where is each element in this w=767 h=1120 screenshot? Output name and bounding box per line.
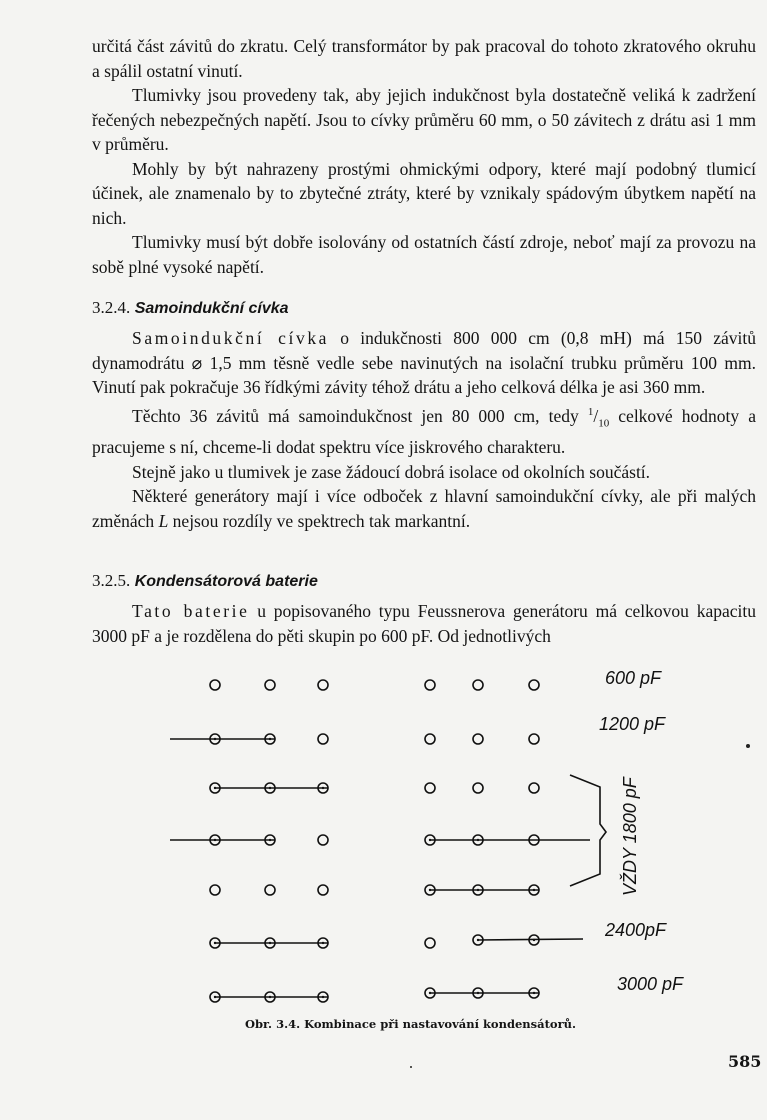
paragraph-text: celkové hodnoty a pracujeme s ní, chceme-li dodat spektru více jiskrového charakteru. [92,405,756,458]
section-number: 3.2.4. [92,298,131,317]
section-title: Kondensátorová baterie [134,573,318,590]
terminal [425,734,435,744]
paragraph-text: Těchto 36 závitů má samoindukčnost jen 80 000 cm, tedy [132,405,588,426]
paragraph: Těchto 36 závitů má samoindukčnost jen 80 000 cm, tedy $^1/_{10}$ celkové hodnoty a pracujeme s ní, chceme-li dodat spektru více jiskrového charakteru. [92,405,756,458]
figure-caption: Obr. 3.4. Kombinace při nastavování kondensátorů. [245,1017,577,1031]
paragraph-text: Některé generátory mají i více odboček z hlavní samoindukční cívky, ale při malých změnách [92,486,756,531]
terminal [318,734,328,744]
terminal [425,680,435,690]
terminal [473,734,483,744]
paragraph [92,599,756,648]
paragraph: Mohly by být nahrazeny prostými ohmickými odpory, které mají podobný tlumicí účinek, ale znamenalo by to zbytečné ztráty, které by vznikaly spádovým úbytkem napětí na nich. [92,158,756,228]
terminal [529,783,539,793]
terminal [529,680,539,690]
label-600pf: 600 pF [605,668,662,688]
terminal [425,938,435,948]
terminal [265,680,275,690]
terminal [473,680,483,690]
terminal [425,783,435,793]
section-heading-3-2-4 [92,298,289,318]
paragraph-text: u popisovaného typu Feussnerova generátoru má celkovou kapacitu 3000 pF a je rozdělena do pěti skupin po 600 pF. Od jednotlivých [92,601,756,646]
terminal [473,783,483,793]
terminal [210,680,220,690]
paragraph: Tlumivky musí být dobře isolovány od ostatních částí zdroje, neboť mají za provozu na sobě plné vysoké napětí. [92,232,756,277]
section-number: 3.2.5. [92,571,131,590]
connection-line [478,939,583,940]
print-speck [746,744,750,748]
section-3-2-4-text [92,326,756,533]
print-speck [410,1066,412,1068]
top-text [92,34,756,279]
paragraph [92,326,756,400]
terminal [210,885,220,895]
label-1200pf: 1200 pF [599,714,666,734]
paragraph-text: nejsou rozdíly ve spektrech tak markantní. [168,510,471,531]
label-always-1800pf: VŽDY 1800 pF [620,777,640,896]
terminal-fills [214,738,535,998]
diagram-lines [170,680,606,1002]
terminal [318,680,328,690]
terminal [265,885,275,895]
terminal [318,835,328,845]
section-heading-3-2-5 [92,571,318,591]
label-2400pf: 2400pF [605,920,667,940]
label-3000pf: 3000 pF [617,974,684,994]
capacitor-combination-diagram [150,660,710,1020]
section-3-2-5-text [92,599,756,648]
page-number: 585 [728,1052,762,1071]
terminal [529,734,539,744]
paragraph-text: o indukčnosti 800 000 cm (0,8 mH) má 150 závitů dynamodrátu ⌀ 1,5 mm těsně vedle sebe navinutých na isolační trubku průměru 100 mm. Vinutí pak pokračuje 36 řídkými závity téhož drátu a jeho celková délka je asi 360 mm. [92,328,756,397]
section-title: Samoindukční cívka [134,300,289,317]
spaced-lead: Tato baterie [132,601,250,621]
paragraph: Stejně jako u tlumivek je zase žádoucí dobrá isolace od okolních součástí. [132,461,651,482]
paragraph: Tlumivky jsou provedeny tak, aby jejich indukčnost byla dostatečně veliká k zadržení řečených nebezpečných napětí. Jsou to cívky průměru 60 mm, o 50 závitech z drátu asi 1 mm v průměru. [92,85,756,154]
fraction-numerator: 1 [587,405,594,418]
brace [570,775,606,886]
fraction-denominator: 10 [598,416,610,429]
paragraph [92,484,756,533]
spaced-lead: Samoindukční cívka [132,328,330,348]
variable-L: L [158,510,169,531]
terminal [318,885,328,895]
paragraph: určitá část závitů do zkratu. Celý transformátor by pak pracoval do tohoto zkratového okruhu a spálil ostatní vinutí. [92,36,756,81]
